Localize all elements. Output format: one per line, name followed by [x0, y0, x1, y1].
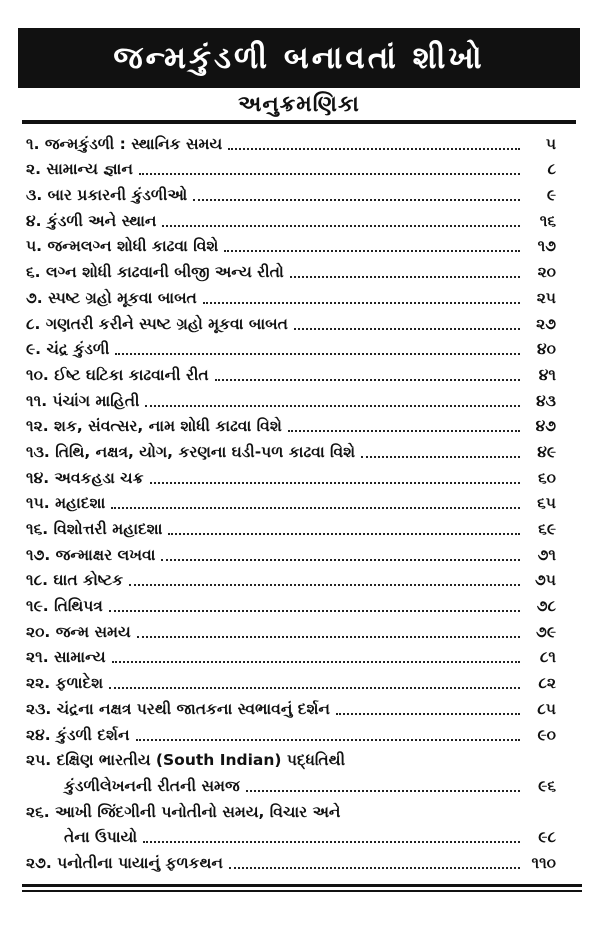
toc-entry-page: ૪૩: [536, 391, 556, 410]
toc-entry-title: [26, 699, 330, 720]
toc-entry-title: [26, 416, 282, 437]
toc-entry-page: ૧૧૦: [531, 853, 556, 872]
toc-entry-text: જન્મકુંડળી : સ્થાનિક સમય: [44, 134, 223, 153]
toc-entry-text: સામાન્ય: [54, 648, 106, 667]
leader-dots: [290, 276, 520, 278]
bottom-rule-thick: [22, 884, 582, 887]
book-title: જન્મકુંડળી બનાવતાં શીખો: [113, 39, 485, 76]
toc-entry-page: ૭૯: [536, 622, 556, 641]
toc-entry: [26, 668, 556, 694]
table-of-contents: [26, 129, 556, 874]
toc-entry-page: ૭૧: [537, 545, 556, 564]
toc-entry: [26, 180, 556, 206]
toc-entry: [26, 386, 556, 412]
toc-entry: [26, 437, 556, 463]
toc-entry-text: જન્મ સમય: [55, 622, 131, 641]
toc-entry-text: જન્માક્ષર લખવા: [55, 545, 156, 564]
toc-entry-title: [26, 314, 288, 335]
toc-entry-text: કુંડળી અને સ્થાન: [46, 211, 157, 230]
leader-dots: [111, 507, 520, 509]
toc-entry-page: ૯૮: [538, 828, 556, 847]
toc-entry-page: ૭૮: [536, 597, 556, 616]
toc-entry-title: [26, 236, 218, 257]
toc-entry-number: ૪.: [26, 211, 42, 230]
toc-entry-number: ૧૩.: [26, 442, 50, 461]
toc-entry-text: સ્પષ્ટ ગ્રહો મૂકવા બાબત: [48, 288, 197, 307]
toc-entry-title: [26, 853, 223, 874]
toc-entry-page: ૮: [547, 160, 556, 179]
leader-dots: [129, 584, 520, 586]
toc-entry: [26, 514, 556, 540]
toc-entry-page: ૯૬: [538, 776, 556, 795]
toc-entry-number: ૮.: [26, 314, 41, 333]
toc-entry-number: ૧૮.: [26, 571, 49, 590]
leader-dots: [143, 841, 520, 843]
bottom-rule-thin: [22, 890, 582, 892]
toc-entry-title: [26, 725, 130, 746]
leader-dots: [139, 173, 520, 175]
toc-entry: [26, 746, 556, 772]
toc-entry-title: [26, 339, 109, 360]
toc-entry-title: [26, 545, 155, 566]
toc-entry: [26, 257, 556, 283]
toc-entry-text: લગ્ન શોધી કાઢવાની બીજી અન્ય રીતો: [45, 263, 284, 282]
toc-entry-text: પંચાંગ માહિતી: [52, 391, 140, 410]
toc-entry-title: [26, 185, 187, 206]
toc-entry: [26, 643, 556, 669]
toc-entry-title: [26, 519, 162, 540]
toc-entry-number: ૨૨.: [26, 674, 51, 693]
toc-entry-number: ૧૬.: [26, 520, 49, 538]
toc-entry-text: બાર પ્રકારની કુંડળીઓ: [47, 186, 188, 205]
toc-entry-number: ૬.: [26, 263, 41, 282]
leader-dots: [246, 790, 520, 792]
toc-entry-number: ૩.: [26, 186, 43, 205]
toc-entry-text: કુંડળી દર્શન: [56, 725, 130, 744]
toc-entry-number: ૧૪.: [26, 468, 50, 487]
toc-entry: [26, 206, 556, 232]
toc-entry-title: [26, 750, 345, 771]
toc-entry-text: જન્મલગ્ન શોધી કાઢવા વિશે: [47, 237, 219, 256]
leader-dots: [168, 533, 520, 535]
toc-entry-text: ઘાત કોષ્ટક: [53, 571, 124, 590]
leader-dots: [162, 225, 520, 227]
toc-entry: [26, 797, 556, 823]
toc-entry-text: સામાન્ય જ્ઞાન: [46, 160, 133, 179]
toc-entry-number: ૭.: [26, 288, 43, 307]
toc-entry-title: [26, 288, 197, 309]
toc-entry-text: અવકહડા ચક્ર: [54, 468, 144, 487]
toc-entry-number: ૧૭.: [26, 545, 51, 564]
toc-entry-page: ૯૦: [537, 725, 556, 744]
leader-dots: [137, 636, 520, 638]
toc-entry-text: ચંદ્ર કુંડળી: [46, 340, 110, 359]
contents-heading: અનુક્રમણિકા: [238, 92, 360, 117]
toc-entry-number: ૨૪.: [26, 725, 51, 744]
toc-entry-text: વિશોત્તરી મહાદશા: [53, 520, 163, 538]
toc-entry-title: [26, 802, 340, 823]
toc-entry-page: ૪૦: [537, 340, 556, 359]
leader-dots: [109, 610, 520, 612]
toc-entry-page: ૬૯: [538, 520, 556, 538]
toc-entry-continuation: [26, 823, 556, 849]
leader-dots: [145, 405, 520, 407]
leader-dots: [115, 353, 520, 355]
leader-dots: [136, 739, 520, 741]
toc-entry-page: ૮૧: [539, 648, 556, 667]
leader-dots: [109, 687, 520, 689]
toc-entry: [26, 720, 556, 746]
toc-entry: [26, 489, 556, 515]
book-title-banner: [18, 28, 580, 88]
toc-entry-title: [26, 622, 131, 643]
toc-entry-text: તિથિ, નક્ષત્ર, યોગ, કરણના ઘડી-પળ કાઢવા વિશે: [55, 442, 356, 461]
toc-entry: [26, 283, 556, 309]
toc-entry-page: ૨૦: [537, 263, 556, 282]
toc-entry: [26, 540, 556, 566]
toc-entry-text: દક્ષિણ ભારતીય (South Indian) પદ્ધતિથી: [56, 751, 346, 770]
leader-dots: [288, 430, 520, 432]
toc-entry-page: ૧૬: [539, 211, 556, 230]
toc-entry-number: ૧૨.: [26, 417, 49, 436]
leader-dots: [224, 250, 520, 252]
toc-entry-text: તિથિપત્ર: [54, 597, 103, 616]
heading-rule: [22, 120, 576, 124]
toc-entry-text: ગણતરી કરીને સ્પષ્ટ ગ્રહો મૂકવા બાબત: [45, 314, 288, 333]
toc-entry-title: [26, 211, 156, 232]
toc-entry-title: [26, 134, 222, 155]
toc-entry-title: [26, 596, 103, 617]
toc-entry-title: [26, 391, 139, 412]
toc-entry-title: [26, 673, 103, 694]
toc-entry-number: ૨૭.: [26, 853, 52, 872]
toc-entry-number: ૨૧.: [26, 648, 49, 667]
toc-entry: [26, 848, 556, 874]
toc-entry: [26, 155, 556, 181]
toc-entry-page: ૯: [546, 186, 556, 205]
toc-entry-page: ૪૭: [535, 417, 556, 436]
toc-entry-text: ઈષ્ટ ઘટિકા કાઢવાની રીત: [54, 365, 209, 384]
toc-entry-page: ૫: [545, 134, 556, 153]
toc-entry-title: [26, 468, 144, 489]
toc-entry-number: ૨૦.: [26, 622, 51, 641]
leader-dots: [150, 482, 520, 484]
toc-entry-text: પનોતીના પાયાનું ફળકથન: [57, 853, 223, 872]
leader-dots: [228, 148, 520, 150]
toc-entry-page: ૪૯: [537, 442, 556, 461]
toc-entry: [26, 309, 556, 335]
toc-entry-page: ૨૫: [536, 288, 556, 307]
toc-entry-text-continued: કુંડળીલેખનની રીતની સમજ: [64, 776, 240, 795]
toc-entry: [26, 566, 556, 592]
toc-entry-text: મહાદશા: [55, 494, 106, 513]
toc-entry-page: ૮૨: [538, 674, 556, 693]
toc-entry: [26, 232, 556, 258]
toc-entry-page: ૮૫: [537, 699, 556, 718]
leader-dots: [193, 199, 520, 201]
toc-entry-number: ૧૦.: [26, 365, 49, 384]
toc-entry-title: [26, 647, 106, 668]
toc-entry-page: ૬૫: [537, 494, 556, 513]
toc-entry-number: ૧૯.: [26, 597, 49, 616]
toc-entry-page: ૧૭: [537, 237, 556, 256]
toc-entry-page: ૨૭: [536, 314, 556, 333]
toc-entry-text-continued: તેના ઉપાયો: [64, 828, 138, 847]
toc-entry-number: ૧.: [26, 134, 40, 153]
toc-entry-title: [26, 365, 209, 386]
leader-dots: [361, 456, 520, 458]
toc-entry-text: ફળાદેશ: [55, 674, 104, 693]
toc-entry-text: શક, સંવત્સર, નામ શોધી કાઢવા વિશે: [54, 417, 282, 436]
toc-entry-text: ચંદ્રના નક્ષત્ર પરથી જાતકના સ્વભાવનું દર્શન: [56, 699, 330, 718]
leader-dots: [203, 302, 520, 304]
toc-entry: [26, 129, 556, 155]
toc-entry: [26, 412, 556, 438]
toc-entry-text: આખી જિંદગીની પનોતીનો સમય, વિચાર અને: [55, 802, 341, 821]
toc-entry: [26, 591, 556, 617]
toc-entry-number: ૧૧.: [26, 391, 48, 410]
toc-entry-title: [26, 442, 355, 463]
toc-entry: [26, 694, 556, 720]
toc-entry-number: ૫.: [26, 237, 43, 256]
toc-entry-title: [26, 493, 105, 514]
toc-entry-title: [26, 262, 284, 283]
toc-entry-title: [26, 159, 133, 180]
toc-entry-continuation: [26, 771, 556, 797]
toc-entry: [26, 360, 556, 386]
leader-dots: [294, 328, 520, 330]
leader-dots: [229, 867, 520, 869]
toc-entry-number: ૨૬.: [26, 802, 50, 821]
toc-entry: [26, 335, 556, 361]
toc-entry-number: ૨.: [26, 160, 41, 179]
toc-entry-page: ૬૦: [537, 468, 556, 487]
toc-entry-title: [26, 570, 123, 591]
toc-entry-number: ૨૫.: [26, 751, 52, 770]
toc-entry: [26, 617, 556, 643]
toc-entry-page: ૭૫: [535, 571, 556, 590]
toc-entry: [26, 463, 556, 489]
toc-entry-page: ૪૧: [538, 365, 556, 384]
leader-dots: [336, 713, 520, 715]
leader-dots: [215, 379, 520, 381]
leader-dots: [161, 559, 520, 561]
subtitle-wrap: [22, 90, 576, 119]
toc-entry-number: ૯.: [26, 340, 42, 359]
leader-dots: [112, 661, 520, 663]
toc-entry-number: ૧૫.: [26, 494, 50, 513]
toc-entry-number: ૨૩.: [26, 699, 52, 718]
